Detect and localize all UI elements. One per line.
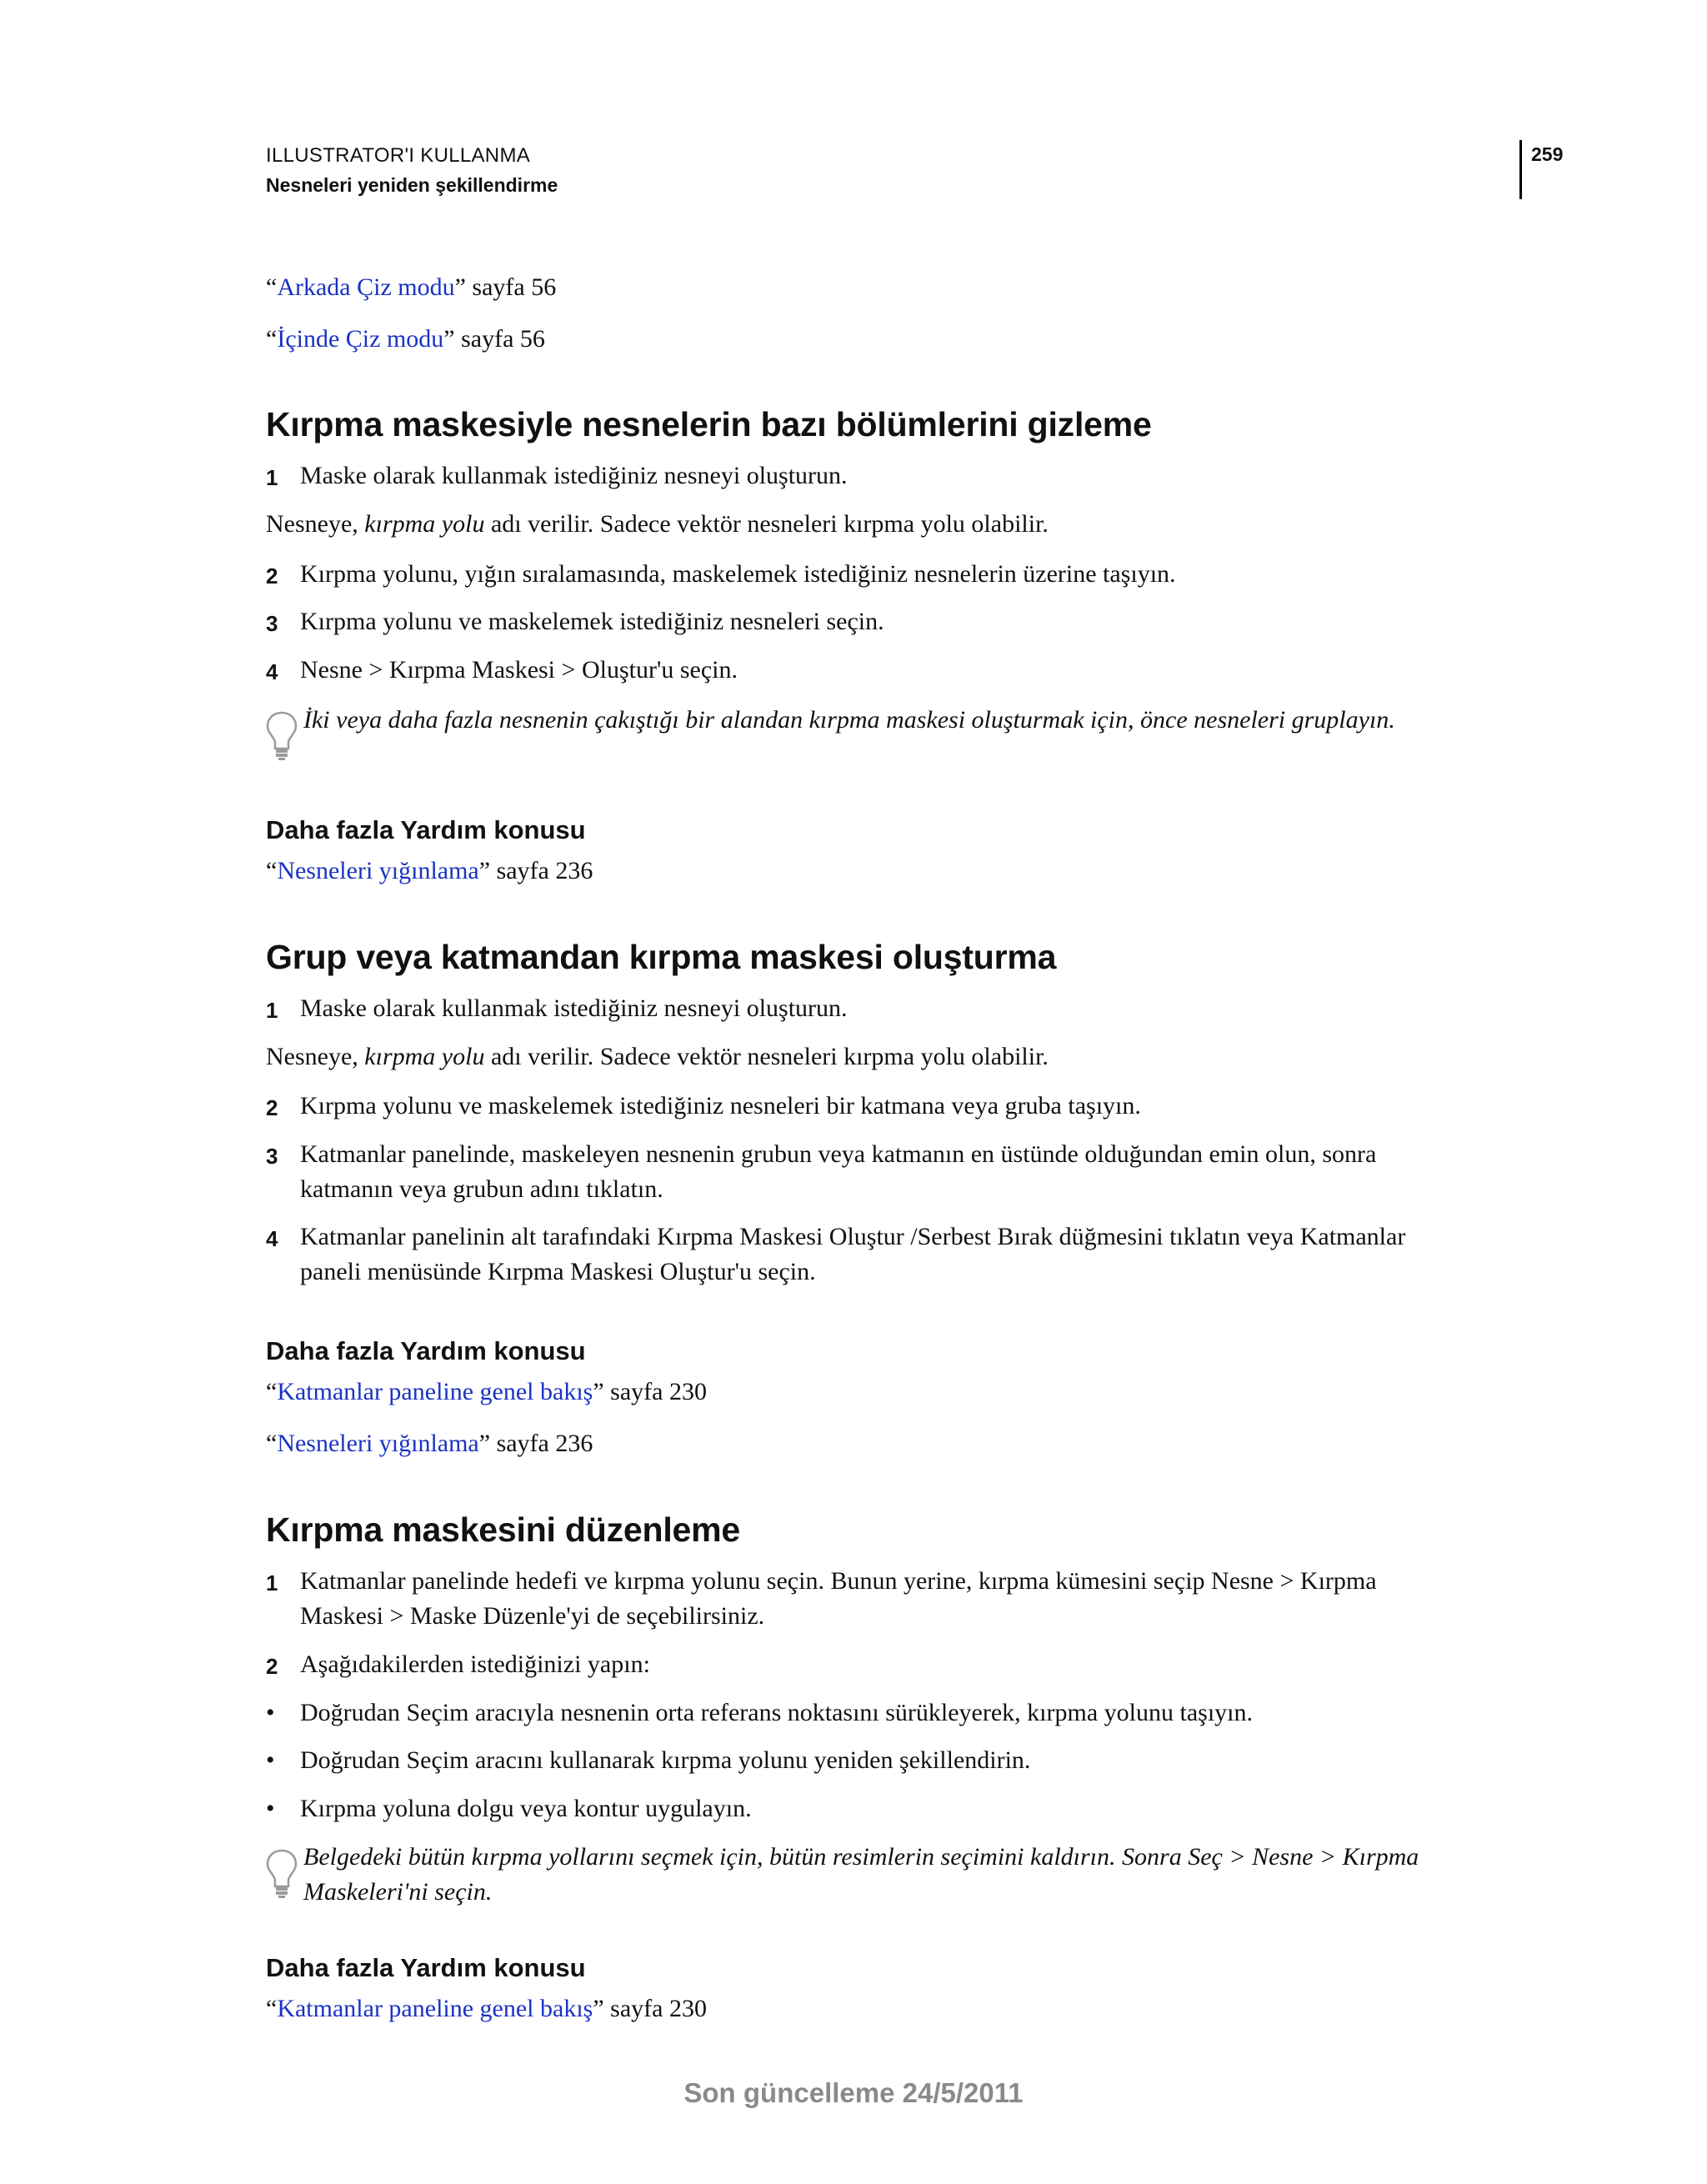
list-item: Doğrudan Seçim aracıyla nesnenin orta referans noktasını sürükleyerek, kırpma yolunu taşıyın. xyxy=(300,1699,1253,1726)
cross-reference: “Katmanlar paneline genel bakış” sayfa 230 xyxy=(266,1378,707,1405)
lightbulb-icon xyxy=(265,1848,298,1900)
step-text: Katmanlar panelinin alt tarafındaki Kırpma Maskesi Oluştur /Serbest Bırak düğmesini tıklatın veya Katmanlar paneli menüsünde Kırpma Maskesi Oluştur'u seçin. xyxy=(300,1223,1406,1285)
cross-reference-link[interactable]: Nesneleri yığınlama xyxy=(277,1430,479,1457)
section-heading: Grup veya katmandan kırpma maskesi oluşturma xyxy=(266,938,1057,976)
cross-reference-link[interactable]: Nesneleri yığınlama xyxy=(277,857,479,884)
cross-reference: “İçinde Çiz modu” sayfa 56 xyxy=(266,325,545,353)
paragraph: Nesneye, kırpma yolu adı verilir. Sadece vektör nesneleri kırpma yolu olabilir. xyxy=(266,510,1049,538)
tip-text: Belgedeki bütün kırpma yollarını seçmek için, bütün resimlerin seçimini kaldırın. Sonra Seç > Nesne > Kırpma Maskeleri'ni seçin. xyxy=(303,1843,1419,1906)
cross-reference: “Nesneleri yığınlama” sayfa 236 xyxy=(266,1430,593,1457)
step-number: 2 xyxy=(266,1095,278,1120)
cross-reference: “Katmanlar paneline genel bakış” sayfa 230 xyxy=(266,1995,707,2022)
cross-reference-link[interactable]: Arkada Çiz modu xyxy=(277,273,455,301)
step-text: Kırpma yolunu ve maskelemek istediğiniz nesneleri bir katmana veya gruba taşıyın. xyxy=(300,1092,1141,1120)
step-number: 2 xyxy=(266,1654,278,1679)
cross-reference-link[interactable]: Katmanlar paneline genel bakış xyxy=(277,1995,593,2022)
page-number: 259 xyxy=(1531,143,1564,165)
cross-reference-link[interactable]: İçinde Çiz modu xyxy=(277,325,444,353)
paragraph: Nesneye, kırpma yolu adı verilir. Sadece vektör nesneleri kırpma yolu olabilir. xyxy=(266,1043,1049,1070)
step-text: Katmanlar panelinde, maskeleyen nesnenin grubun veya katmanın en üstünde olduğundan emin olun, sonra katmanın veya grubun adını tıklatın. xyxy=(300,1140,1377,1203)
section-heading: Kırpma maskesiyle nesnelerin bazı bölümlerini gizleme xyxy=(266,405,1152,443)
step-number: 4 xyxy=(266,1226,278,1251)
step-text: Kırpma yolunu, yığın sıralamasında, maskelemek istediğiniz nesnelerin üzerine taşıyın. xyxy=(300,560,1176,588)
cross-reference: “Arkada Çiz modu” sayfa 56 xyxy=(266,273,557,301)
cross-reference-link[interactable]: Katmanlar paneline genel bakış xyxy=(277,1378,593,1405)
step-number: 1 xyxy=(266,998,278,1023)
step-text: Katmanlar panelinde hedefi ve kırpma yolunu seçin. Bunun yerine, kırpma kümesini seçip Nesne > Kırpma Maskesi > Maske Düzenle'yi de seçebilirsiniz. xyxy=(300,1567,1377,1630)
bullet-glyph: • xyxy=(266,1795,275,1822)
step-text: Maske olarak kullanmak istediğiniz nesneyi oluşturun. xyxy=(300,994,848,1022)
header-divider xyxy=(1519,140,1522,199)
step-number: 2 xyxy=(266,564,278,589)
more-help-heading: Daha fazla Yardım konusu xyxy=(266,1336,586,1365)
more-help-heading: Daha fazla Yardım konusu xyxy=(266,1953,586,1982)
step-number: 1 xyxy=(266,465,278,490)
lightbulb-icon xyxy=(265,710,298,762)
list-item: Kırpma yoluna dolgu veya kontur uygulayın. xyxy=(300,1795,752,1822)
step-number: 3 xyxy=(266,611,278,636)
bullet-glyph: • xyxy=(266,1699,275,1726)
tip-text: İki veya daha fazla nesnenin çakıştığı bir alandan kırpma maskesi oluşturmak için, önce nesneleri gruplayın. xyxy=(303,706,1395,734)
section-heading: Kırpma maskesini düzenleme xyxy=(266,1510,741,1549)
step-text: Kırpma yolunu ve maskelemek istediğiniz nesneleri seçin. xyxy=(300,608,884,635)
step-text: Nesne > Kırpma Maskesi > Oluştur'u seçin. xyxy=(300,656,738,684)
bullet-glyph: • xyxy=(266,1746,275,1774)
running-header-title: ILLUSTRATOR'I KULLANMA xyxy=(266,144,531,167)
list-item: Doğrudan Seçim aracını kullanarak kırpma yolunu yeniden şekillendirin. xyxy=(300,1746,1031,1774)
running-header-subtitle: Nesneleri yeniden şekillendirme xyxy=(266,174,558,196)
last-updated-footer: Son güncelleme 24/5/2011 xyxy=(683,2077,1024,2108)
step-number: 4 xyxy=(266,659,278,684)
cross-reference: “Nesneleri yığınlama” sayfa 236 xyxy=(266,857,593,884)
step-text: Maske olarak kullanmak istediğiniz nesneyi oluşturun. xyxy=(300,462,848,489)
step-text: Aşağıdakilerden istediğinizi yapın: xyxy=(300,1651,650,1678)
more-help-heading: Daha fazla Yardım konusu xyxy=(266,815,586,844)
step-number: 3 xyxy=(266,1144,278,1169)
step-number: 1 xyxy=(266,1570,278,1595)
